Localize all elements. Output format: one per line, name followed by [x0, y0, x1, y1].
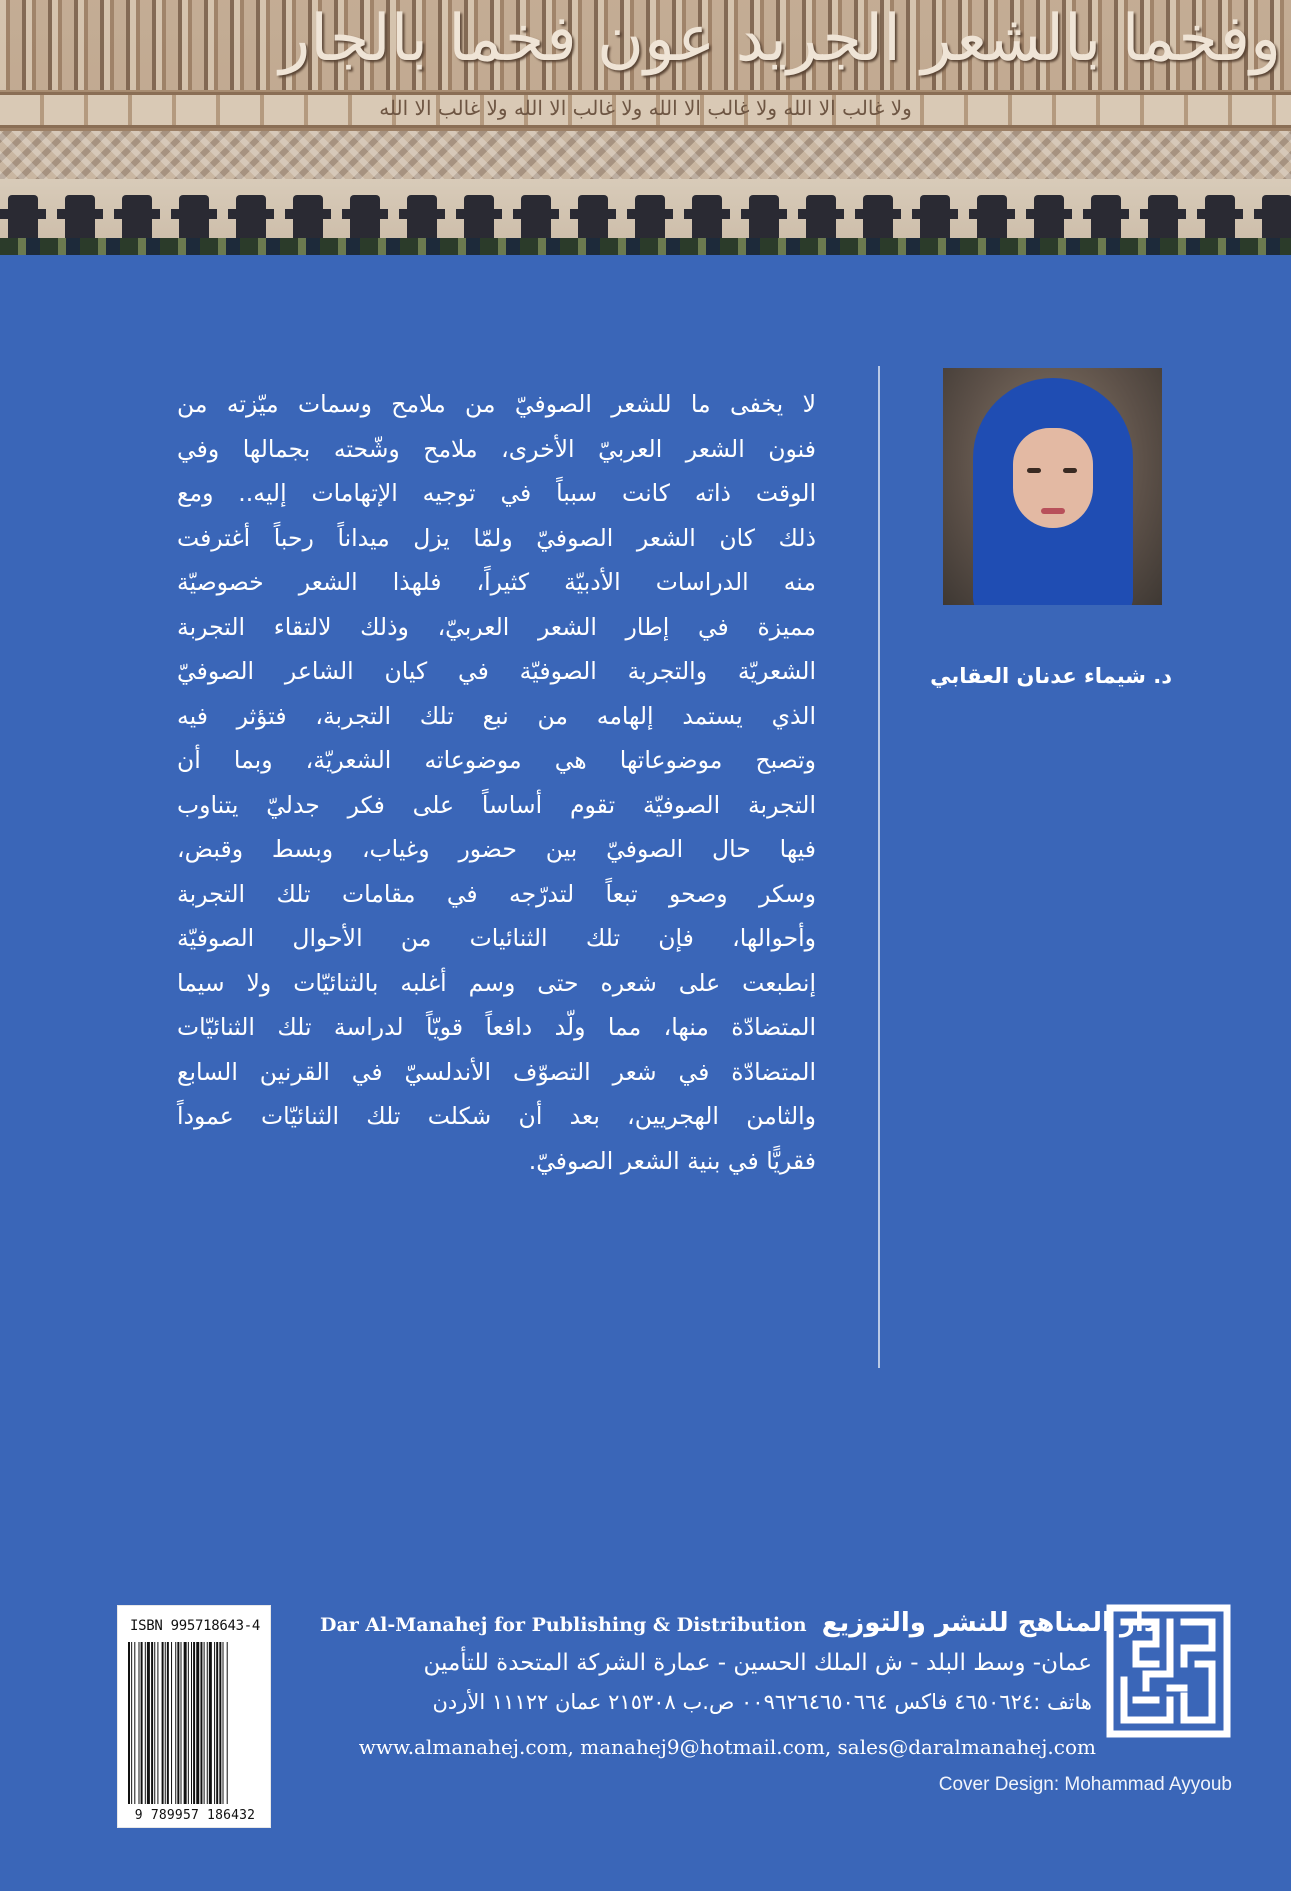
- barcode-bar: [209, 1642, 212, 1804]
- barcode-bar: [151, 1642, 153, 1804]
- barcode-bar: [193, 1642, 195, 1804]
- photo-mouth: [1041, 508, 1065, 514]
- barcode-bar: [177, 1642, 179, 1804]
- barcode-bar: [167, 1642, 169, 1804]
- barcode-bar: [157, 1642, 158, 1804]
- author-photo: [943, 368, 1162, 605]
- barcode-bar: [147, 1642, 150, 1804]
- barcode-bar: [214, 1642, 215, 1804]
- barcode-bar: [188, 1642, 189, 1804]
- blurb-line: فيها حال الصوفيّ بين حضور وغياب، وبسط وقبض،: [177, 835, 816, 863]
- blurb-line: الذي يستمد إلهامه من نبع تلك التجربة، فتؤثر فيه: [177, 701, 816, 730]
- stucco-ornament-header: [0, 0, 1291, 255]
- blurb-line: وتصبح موضوعاتها هي موضوعاته الشعريّة، وبما أن: [177, 746, 816, 774]
- barcode-bar: [154, 1642, 155, 1804]
- barcode-bar: [162, 1642, 164, 1804]
- blurb-line: مميزة في إطار الشعر العربيّ، وذلك لالتقاء التجربة: [177, 612, 816, 641]
- isbn-barcode: [117, 1605, 271, 1828]
- photo-eye-right: [1063, 468, 1077, 473]
- blurb-line: الشعريّة والتجربة الصوفيّة في كيان الشاعر الصوفيّ: [177, 657, 816, 685]
- barcode-bars: [128, 1642, 262, 1804]
- publisher-phone: هاتف :٤٦٥٠٦٢٤ فاكس ٠٠٩٦٢٦٤٦٥٠٦٦٤ ص.ب ٢١٥٣٠٨ عمان ١١١٢٢ الأردن: [432, 1690, 1092, 1714]
- publisher-web-contacts: www.almanahej.com, manahej9@hotmail.com, sales@daralmanahej.com: [358, 1735, 1096, 1759]
- barcode-bar: [223, 1642, 224, 1804]
- blurb-line: ذلك كان الشعر الصوفيّ ولمّا يزل ميداناً رحباً أغترفت: [177, 523, 816, 552]
- blurb-line: والثامن الهجريين، بعد أن شكلت تلك الثنائيّات عموداً: [177, 1102, 816, 1130]
- publisher-name-arabic: دار المناهج للنشر والتوزيع: [821, 1608, 1158, 1638]
- blurb-line: فقريًّا في بنية الشعر الصوفيّ.: [528, 1146, 816, 1175]
- barcode-bar: [200, 1642, 202, 1804]
- kufic-square-logo-icon: [1106, 1604, 1231, 1738]
- barcode-bar: [141, 1642, 143, 1804]
- blurb-line: المتضادّة في شعر التصوّف الأندلسيّ في القرنين السابع: [177, 1057, 816, 1086]
- blurb-line: لا يخفى ما للشعر الصوفيّ من ملامح وسمات ميّزته من: [177, 390, 816, 418]
- photo-eye-left: [1027, 468, 1041, 473]
- barcode-bar: [131, 1642, 132, 1804]
- barcode-bar: [175, 1642, 176, 1804]
- blurb-line: المتضادّة منها، مما ولّد دافعاً قويّاً لدراسة تلك الثنائيّات: [177, 1013, 816, 1041]
- publisher-name: [320, 1608, 1158, 1638]
- barcode-bar: [139, 1642, 140, 1804]
- barcode-bar: [171, 1642, 172, 1804]
- book-blurb: [177, 382, 816, 1183]
- blurb-line: التجربة الصوفيّة تقوم أساساً على فكر جدليّ يتناوب: [177, 790, 816, 819]
- author-name: د. شيماء عدنان العقابي: [930, 664, 1172, 688]
- barcode-bar: [227, 1642, 228, 1804]
- barcode-digits: 9 789957 186432: [134, 1808, 256, 1823]
- barcode-bar: [191, 1642, 192, 1804]
- isbn-label: ISBN 995718643-4: [129, 1618, 261, 1634]
- barcode-bar: [219, 1642, 221, 1804]
- blurb-line: وسكر وصحو تبعاً لتدرّجه في مقامات تلك التجربة: [177, 879, 816, 908]
- barcode-bar: [204, 1642, 205, 1804]
- barcode-bar: [145, 1642, 146, 1804]
- barcode-bar: [196, 1642, 199, 1804]
- blurb-line: الوقت ذاته كانت سبباً في توجيه الإتهامات إليه.. ومع: [177, 479, 816, 507]
- publisher-name-english: Dar Al-Manahej for Publishing & Distribution: [320, 1614, 807, 1636]
- barcode-bar: [207, 1642, 208, 1804]
- barcode-bar: [216, 1642, 218, 1804]
- calligraphy-inscription: وفخما بالشعر الجريد عون فخما بالجار: [279, 2, 1281, 76]
- publisher-address: عمان- وسط البلد - ش الملك الحسين - عمارة الشركة المتحدة للتأمين: [423, 1650, 1092, 1676]
- barcode-bar: [184, 1642, 187, 1804]
- blurb-line: فنون الشعر العربيّ الأخرى، ملامح وشّحته بجمالها وفي: [177, 434, 816, 463]
- cover-design-credit: Cover Design: Mohammad Ayyoub: [938, 1774, 1232, 1795]
- blurb-line: إنطبعت على شعره حتى وسم أغلبه بالثنائيّات ولا سيما: [177, 968, 816, 997]
- blurb-line: وأحوالها، فإن تلك الثنائيات من الأحوال الصوفيّة: [177, 924, 816, 952]
- barcode-bar: [128, 1642, 130, 1804]
- barcode-bar: [165, 1642, 166, 1804]
- barcode-bar: [134, 1642, 135, 1804]
- blurb-line: منه الدراسات الأدبيّة كثيراً، فلهذا الشعر خصوصيّة: [177, 568, 816, 596]
- lattice-pattern: [0, 131, 1291, 179]
- tile-strip: [0, 238, 1291, 255]
- inscription-band-text: ولا غالب الا الله ولا غالب الا الله ولا غالب الا الله ولا غالب الا الله: [379, 96, 912, 120]
- barcode-bar: [181, 1642, 182, 1804]
- vertical-divider: [878, 366, 880, 1368]
